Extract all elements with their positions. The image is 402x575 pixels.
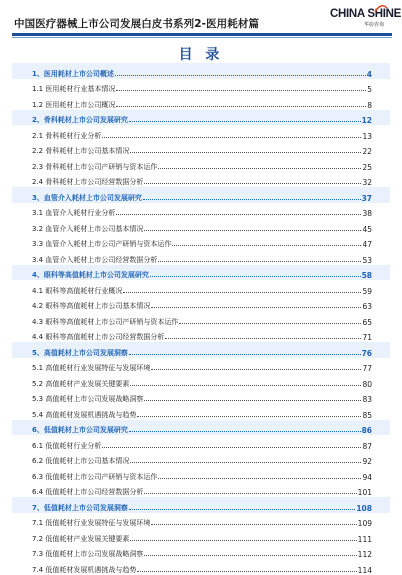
header-rule: [12, 33, 392, 36]
toc-page-number: 12: [361, 116, 372, 125]
dot-leader: [179, 322, 361, 324]
dot-leader: [130, 384, 361, 386]
toc-section-entry[interactable]: [0, 234, 402, 250]
toc-section-entry[interactable]: [0, 311, 402, 327]
toc-entry-text: 1.1 医用耗材行业基本情况: [32, 85, 116, 93]
toc-entry-text: 3.1 血管介入耗材行业分析: [32, 209, 116, 217]
toc-section-entry[interactable]: [0, 172, 402, 188]
toc-entry-text: 2.4 骨科耗材上市公司经营数据分析: [32, 178, 144, 186]
toc-entry-text: 7、低值耗材上市公司发展洞察: [32, 503, 128, 512]
dot-leader: [158, 167, 361, 169]
toc-entry-text: 6.1 低值耗材行业分析: [32, 441, 102, 450]
toc-page-number: 63: [362, 302, 372, 311]
toc-section-entry[interactable]: [0, 156, 402, 172]
toc-chapter-entry[interactable]: [12, 110, 390, 126]
toc-page-number: 59: [362, 286, 372, 296]
toc-page-number: 5: [367, 85, 372, 94]
toc-entry-text: 3.3 血管介入耗材上市公司产研销与资本运作: [32, 240, 172, 248]
toc-page-number: 71: [362, 333, 372, 342]
toc-entry-text: 7.2 低值耗材产业发展关键要素: [32, 534, 130, 543]
dot-leader: [151, 306, 361, 308]
toc-entry-text: 5、高值耗材上市公司发展洞察: [32, 348, 128, 357]
logo-swoosh-icon: [374, 4, 388, 14]
toc-entry-text: 1.2 医用耗材上市公司概况: [32, 100, 116, 109]
dot-leader: [130, 461, 361, 463]
dot-leader: [116, 89, 366, 91]
toc-page-number: 22: [362, 147, 372, 156]
toc-section-entry[interactable]: [0, 513, 402, 529]
page-header: [0, 0, 402, 44]
toc-section-entry[interactable]: [0, 249, 402, 265]
dot-leader: [137, 415, 361, 417]
toc-section-entry[interactable]: [0, 482, 402, 498]
toc-entry-text: 2、骨科耗材上市公司发展研究: [32, 116, 128, 124]
toc-entry-text: 7.4 低值耗材发展机遇挑战与趋势: [32, 565, 137, 574]
toc-page-number: 37: [361, 193, 372, 203]
toc-entry-text: 2.2 骨科耗材上市公司基本情况: [32, 147, 130, 155]
dot-leader: [144, 229, 361, 231]
toc-page-number: 111: [357, 534, 372, 544]
toc-section-entry[interactable]: [0, 404, 402, 420]
toc-section-entry[interactable]: [0, 327, 402, 343]
toc-page-number: 94: [362, 472, 372, 482]
dot-leader: [129, 353, 361, 355]
toc-chapter-entry[interactable]: [12, 187, 390, 203]
toc-chapter-entry[interactable]: [12, 420, 390, 436]
dot-leader: [144, 399, 361, 401]
toc-entry-text: 5.4 高值耗材发展机遇挑战与趋势: [32, 410, 137, 419]
dot-leader: [158, 477, 361, 479]
toc-entry-text: 7.3 低值耗材上市公司发展战略洞察: [32, 550, 144, 558]
toc-page-number: 25: [362, 162, 372, 172]
toc-page-number: 65: [362, 317, 372, 327]
dot-leader: [130, 539, 356, 541]
toc-chapter-entry[interactable]: [12, 497, 390, 513]
toc-section-entry[interactable]: [0, 451, 402, 467]
toc-page-number: 47: [362, 240, 372, 249]
toc-section-entry[interactable]: [0, 296, 402, 312]
toc-section-entry[interactable]: [0, 528, 402, 544]
toc-entry-text: 4.1 眼科等高值耗材行业概况: [32, 286, 123, 295]
dot-leader: [150, 275, 361, 277]
dot-leader: [151, 368, 361, 370]
toc-page-number: 38: [362, 209, 372, 218]
dot-leader: [102, 136, 361, 138]
toc-section-entry[interactable]: [0, 280, 402, 296]
toc-title: 目 录: [178, 47, 224, 63]
toc-entry-text: 1、医用耗材上市公司概述: [32, 69, 114, 78]
toc-page-number: 92: [362, 457, 372, 466]
table-of-contents: [0, 63, 402, 575]
toc-entry-text: 6、低值耗材上市公司发展研究: [32, 426, 128, 434]
toc-entry-text: 3.2 血管介入耗材上市公司基本情况: [32, 224, 144, 233]
toc-chapter-entry[interactable]: [12, 342, 390, 358]
dot-leader: [129, 120, 361, 122]
dot-leader: [172, 244, 361, 246]
dot-leader: [137, 570, 356, 572]
dot-leader: [129, 430, 361, 432]
dot-leader: [158, 260, 361, 262]
toc-entry-text: 2.3 骨科耗材上市公司产研销与资本运作: [32, 162, 158, 171]
toc-section-entry[interactable]: [0, 435, 402, 451]
toc-section-entry[interactable]: [0, 79, 402, 95]
dot-leader: [116, 105, 366, 107]
toc-entry-text: 6.3 低值耗材上市公司产研销与资本运作: [32, 472, 158, 481]
china-shine-logo: [330, 8, 402, 32]
toc-section-entry[interactable]: [0, 373, 402, 389]
toc-page-number: 58: [361, 271, 372, 280]
toc-section-entry[interactable]: [0, 544, 402, 560]
toc-page-number: 85: [362, 410, 372, 420]
toc-entry-text: 4.4 眼科等高值耗材上市公司经营数据分析: [32, 333, 165, 341]
toc-section-entry[interactable]: [0, 559, 402, 575]
toc-entry-text: 5.1 高值耗材行业发展特征与发展环境: [32, 364, 151, 372]
toc-entry-text: 7.1 低值耗材行业发展特征与发展环境: [32, 519, 151, 527]
toc-chapter-entry[interactable]: [12, 265, 390, 281]
toc-page-number: 86: [361, 426, 372, 435]
dot-leader: [123, 291, 361, 293]
toc-section-entry[interactable]: [0, 466, 402, 482]
dot-leader: [144, 492, 356, 494]
toc-page-number: 80: [362, 379, 372, 389]
toc-entry-text: 4、眼科等高值耗材上市公司发展研究: [32, 271, 149, 279]
dot-leader: [165, 337, 361, 339]
toc-page-number: 32: [362, 178, 372, 187]
toc-page-number: 114: [357, 565, 372, 575]
toc-entry-text: 5.2 高值耗材产业发展关键要素: [32, 379, 130, 388]
toc-page-number: 53: [362, 255, 372, 265]
toc-page-number: 13: [362, 131, 372, 141]
toc-entry-text: 4.2 眼科等高值耗材上市公司基本情况: [32, 302, 151, 310]
toc-page-number: 76: [361, 348, 372, 358]
dot-leader: [144, 182, 361, 184]
toc-entry-text: 6.2 低值耗材上市公司基本情况: [32, 457, 130, 465]
toc-page-number: 108: [356, 503, 372, 513]
toc-section-entry[interactable]: [0, 141, 402, 157]
logo-subtitle: 华影咨询: [364, 22, 385, 28]
toc-page-number: 87: [362, 441, 372, 451]
toc-chapter-entry[interactable]: [12, 63, 390, 79]
toc-page-number: 101: [357, 488, 372, 497]
dot-leader: [115, 74, 366, 76]
toc-page-number: 77: [362, 364, 372, 373]
toc-section-entry[interactable]: [0, 389, 402, 405]
dot-leader: [116, 213, 361, 215]
toc-section-entry[interactable]: [0, 358, 402, 374]
toc-page-number: 112: [357, 550, 372, 559]
toc-entry-text: 3、血管介入耗材上市公司发展研究: [32, 193, 142, 202]
report-title: 中国医疗器械上市公司发展白皮书系列2-医用耗材篇: [14, 18, 260, 30]
toc-page-number: 109: [357, 519, 372, 528]
dot-leader: [129, 508, 355, 510]
toc-page-number: 8: [367, 100, 372, 110]
dot-leader: [143, 198, 361, 200]
dot-leader: [102, 446, 361, 448]
header-rule-thin: [12, 37, 392, 38]
dot-leader: [130, 151, 361, 153]
toc-entry-text: 2.1 骨科耗材行业分析: [32, 131, 102, 140]
dot-leader: [151, 523, 356, 525]
toc-page-number: 45: [362, 224, 372, 234]
toc-entry-text: 3.4 血管介入耗材上市公司经营数据分析: [32, 255, 158, 264]
toc-entry-text: 6.4 低值耗材上市公司经营数据分析: [32, 488, 144, 496]
toc-section-entry[interactable]: [0, 218, 402, 234]
toc-entry-text: 4.3 眼科等高值耗材上市公司产研销与资本运作: [32, 317, 179, 326]
toc-entry-text: 5.3 高值耗材上市公司发展战略洞察: [32, 395, 144, 403]
toc-section-entry[interactable]: [0, 203, 402, 219]
toc-section-entry[interactable]: [0, 94, 402, 110]
toc-page-number: 83: [362, 395, 372, 404]
logo-wordmark: CHINA SHINE: [330, 8, 402, 20]
toc-page-number: 4: [366, 69, 372, 79]
dot-leader: [144, 554, 356, 556]
toc-section-entry[interactable]: [0, 125, 402, 141]
